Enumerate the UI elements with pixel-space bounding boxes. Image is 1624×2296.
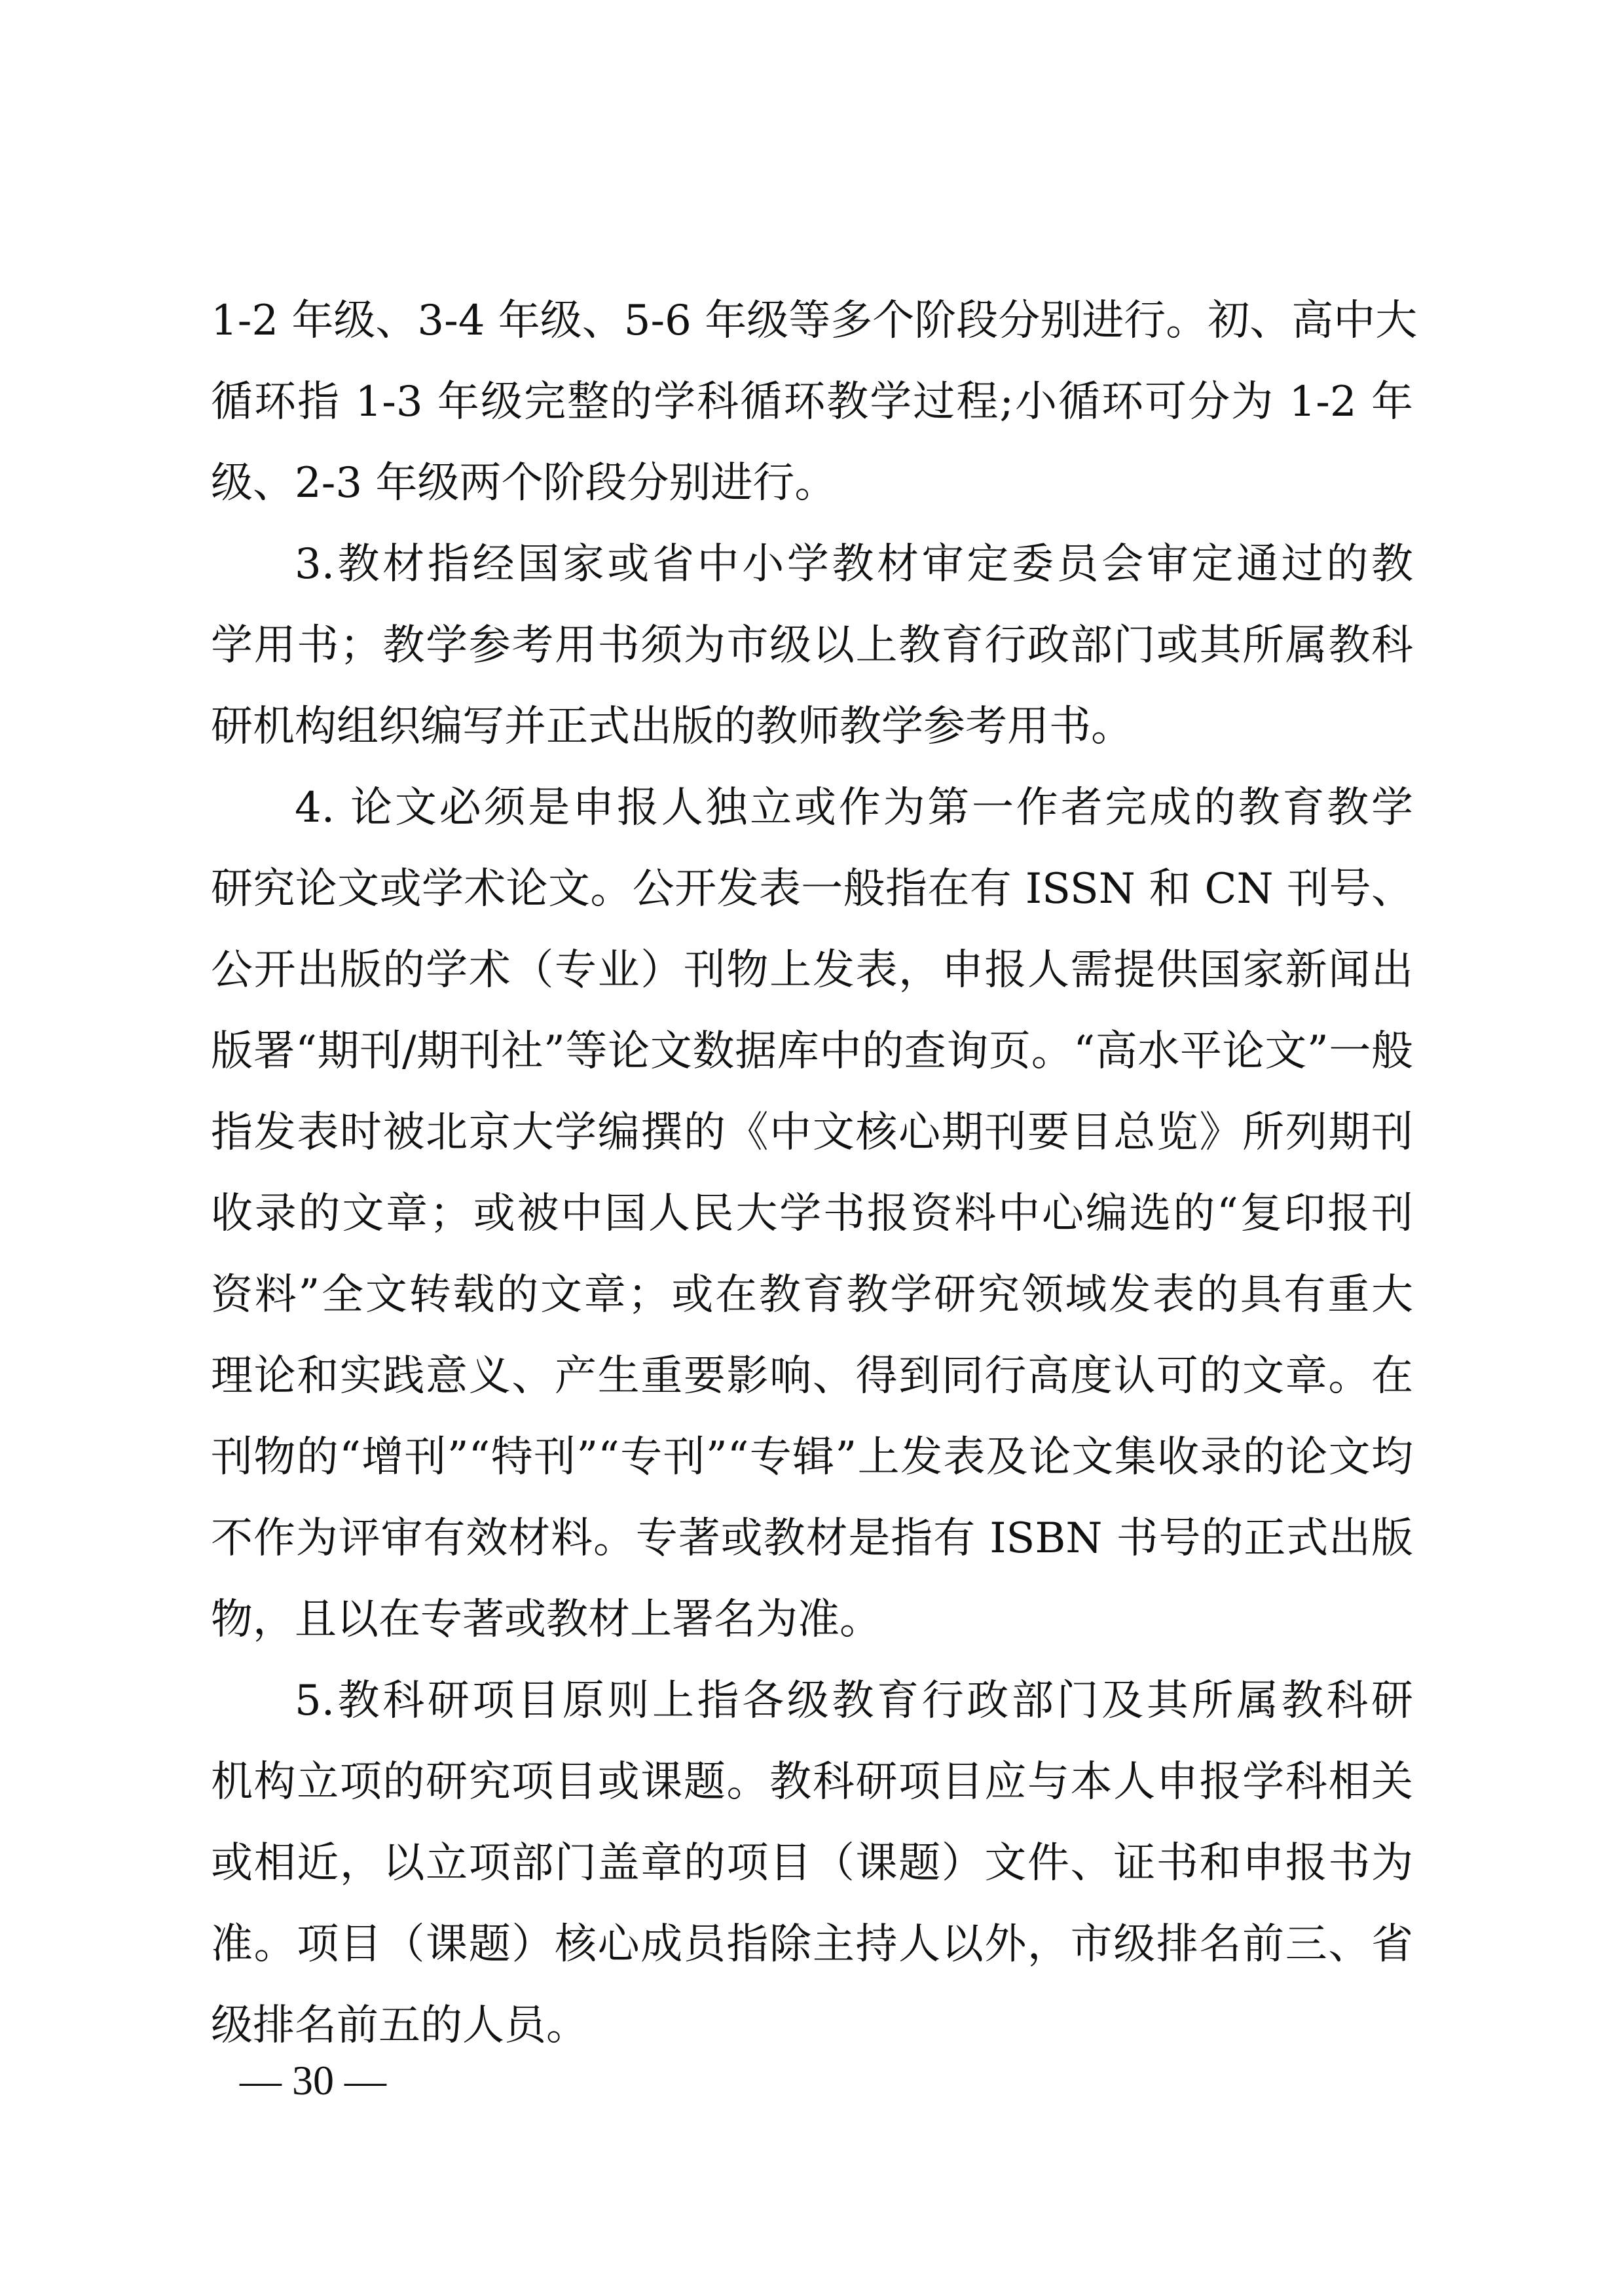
body-line-07: 4. 论文必须是申报人独立或作为第一作者完成的教育教学	[295, 784, 1413, 832]
body-line-13: 资料”全文转载的文章；或在教育教学研究领域发表的具有重大	[211, 1271, 1413, 1319]
body-line-11: 指发表时被北京大学编撰的《中文核心期刊要目总览》所列期刊	[211, 1108, 1413, 1157]
body-line-02: 循环指 1-3 年级完整的学科循环教学过程;小循环可分为 1-2 年	[211, 378, 1413, 426]
body-line-20: 或相近，以立项部门盖章的项目（课题）文件、证书和申报书为	[211, 1839, 1413, 1887]
body-line-17: 物，且以在专著或教材上署名为准。	[211, 1595, 881, 1644]
body-line-18: 5.教科研项目原则上指各级教育行政部门及其所属教科研	[295, 1677, 1413, 1725]
body-line-15: 刊物的“增刊”“特刊”“专刊”“专辑”上发表及论文集收录的论文均	[211, 1433, 1413, 1482]
body-line-05: 学用书；教学参考用书须为市级以上教育行政部门或其所属教科	[211, 621, 1413, 670]
body-line-19: 机构立项的研究项目或课题。教科研项目应与本人申报学科相关	[211, 1758, 1413, 1806]
body-line-09: 公开出版的学术（专业）刊物上发表，申报人需提供国家新闻出	[211, 946, 1413, 994]
body-line-10: 版署“期刊/期刊社”等论文数据库中的查询页。“高水平论文”一般	[211, 1027, 1413, 1076]
page-number: — 30 —	[240, 2057, 386, 2104]
body-line-22: 级排名前五的人员。	[211, 2001, 588, 2050]
body-line-21: 准。项目（课题）核心成员指除主持人以外，市级排名前三、省	[211, 1920, 1413, 1969]
body-line-01: 1-2 年级、3-4 年级、5-6 年级等多个阶段分别进行。初、高中大	[211, 297, 1418, 345]
body-line-04: 3.教材指经国家或省中小学教材审定委员会审定通过的教	[295, 540, 1413, 589]
body-line-03: 级、2-3 年级两个阶段分别进行。	[211, 459, 837, 507]
body-line-14: 理论和实践意义、产生重要影响、得到同行高度认可的文章。在	[211, 1352, 1413, 1400]
body-line-16: 不作为评审有效材料。专著或教材是指有 ISBN 书号的正式出版	[211, 1514, 1413, 1563]
body-line-12: 收录的文章；或被中国人民大学书报资料中心编选的“复印报刊	[211, 1190, 1413, 1238]
body-line-06: 研机构组织编写并正式出版的教师教学参考用书。	[211, 702, 1133, 751]
body-line-08: 研究论文或学术论文。公开发表一般指在有 ISSN 和 CN 刊号、	[211, 865, 1413, 913]
